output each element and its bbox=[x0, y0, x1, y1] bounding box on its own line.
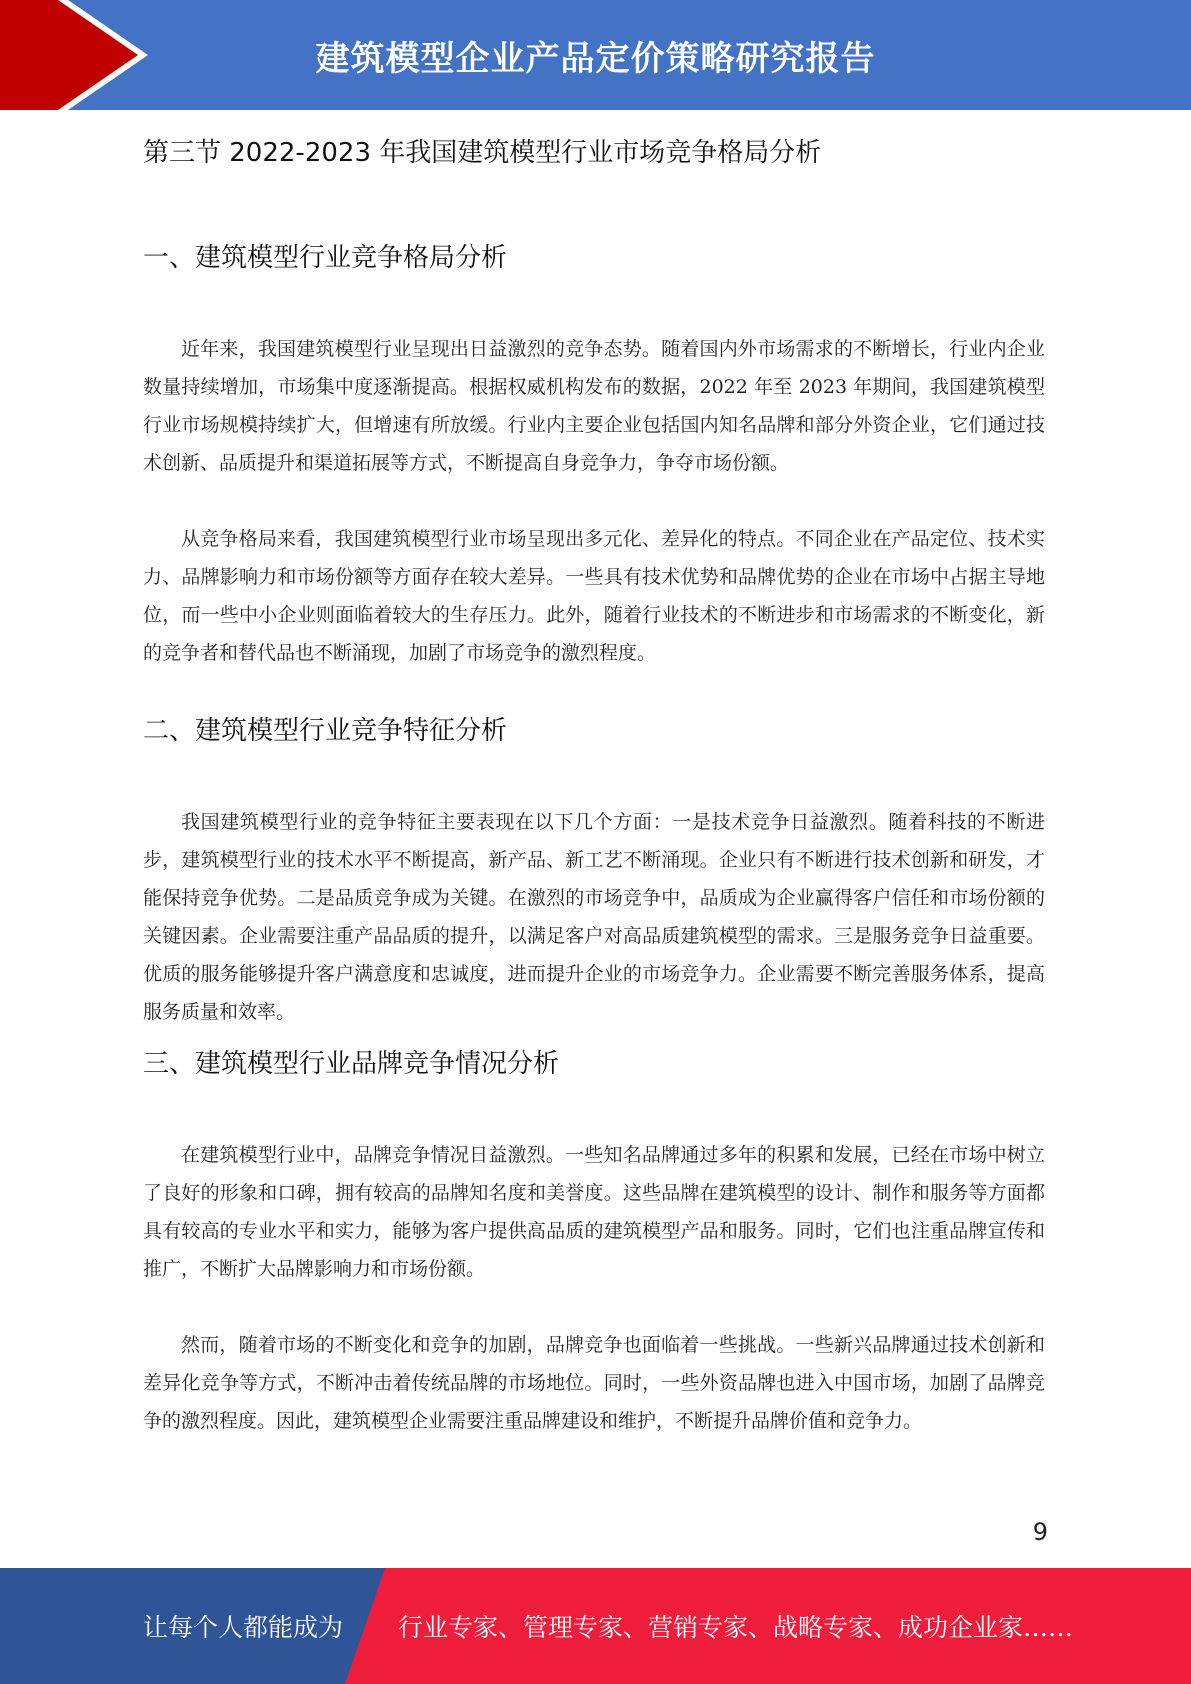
page-header bbox=[0, 0, 1191, 110]
footer-slogan-right: 行业专家、管理专家、营销专家、战略专家、成功企业家…… bbox=[398, 1613, 1074, 1642]
section-title: 第三节 2022-2023 年我国建筑模型行业市场竞争格局分析 bbox=[143, 138, 822, 168]
document-body bbox=[143, 118, 1045, 1440]
report-title: 建筑模型企业产品定价策略研究报告 bbox=[315, 38, 876, 79]
subsection-heading-3: 三、建筑模型行业品牌竞争情况分析 bbox=[143, 1049, 560, 1079]
page-footer bbox=[0, 1568, 1191, 1684]
footer-slogan-left: 让每个人都能成为 bbox=[143, 1613, 344, 1642]
paragraph: 我国建筑模型行业的竞争特征主要表现在以下几个方面：一是技术竞争日益激烈。随着科技的不断进步，建筑模型行业的技术水平不断提高，新产品、新工艺不断涌现。企业只有不断进行技术创新和研发，才能保持竞争优势。二是品质竞争成为关键。在激烈的市场竞争中，品质成为企业赢得客户信任和市场份额的关键因素。企业需要注重产品品质的提升，以满足客户对高品质建筑模型的需求。三是服务竞争日益重要。优质的服务能够提升客户满意度和忠诚度，进而提升企业的市场竞争力。企业需要不断完善服务体系，提高服务质量和效率。 bbox=[143, 811, 1045, 1023]
paragraph: 然而，随着市场的不断变化和竞争的加剧，品牌竞争也面临着一些挑战。一些新兴品牌通过技术创新和差异化竞争等方式，不断冲击着传统品牌的市场地位。同时，一些外资品牌也进入中国市场，加剧了品牌竞争的激烈程度。因此，建筑模型企业需要注重品牌建设和维护，不断提升品牌价值和竞争力。 bbox=[143, 1334, 1045, 1432]
paragraph: 从竞争格局来看，我国建筑模型行业市场呈现出多元化、差异化的特点。不同企业在产品定位、技术实力、品牌影响力和市场份额等方面存在较大差异。一些具有技术优势和品牌优势的企业在市场中占据主导地位，而一些中小企业则面临着较大的生存压力。此外，随着行业技术的不断进步和市场需求的不断变化，新的竞争者和替代品也不断涌现，加剧了市场竞争的激烈程度。 bbox=[143, 528, 1045, 664]
subsection-heading-1: 一、建筑模型行业竞争格局分析 bbox=[143, 243, 508, 273]
paragraph: 在建筑模型行业中，品牌竞争情况日益激烈。一些知名品牌通过多年的积累和发展，已经在市场中树立了良好的形象和口碑，拥有较高的品牌知名度和美誉度。这些品牌在建筑模型的设计、制作和服务等方面都具有较高的专业水平和实力，能够为客户提供高品质的建筑模型产品和服务。同时，它们也注重品牌宣传和推广，不断扩大品牌影响力和市场份额。 bbox=[143, 1144, 1045, 1280]
header-chevron-icon bbox=[0, 0, 150, 110]
page-number: 9 bbox=[1032, 1518, 1048, 1546]
paragraph: 近年来，我国建筑模型行业呈现出日益激烈的竞争态势。随着国内外市场需求的不断增长，行业内企业数量持续增加，市场集中度逐渐提高。根据权威机构发布的数据，2022 年至 2023 年期间，我国建筑模型行业市场规模持续扩大，但增速有所放缓。行业内主要企业包括国内知名品牌和部分外资企业，它们通过技术创新、品质提升和渠道拓展等方式，不断提高自身竞争力，争夺市场份额。 bbox=[143, 338, 1045, 474]
subsection-heading-2: 二、建筑模型行业竞争特征分析 bbox=[143, 716, 508, 746]
